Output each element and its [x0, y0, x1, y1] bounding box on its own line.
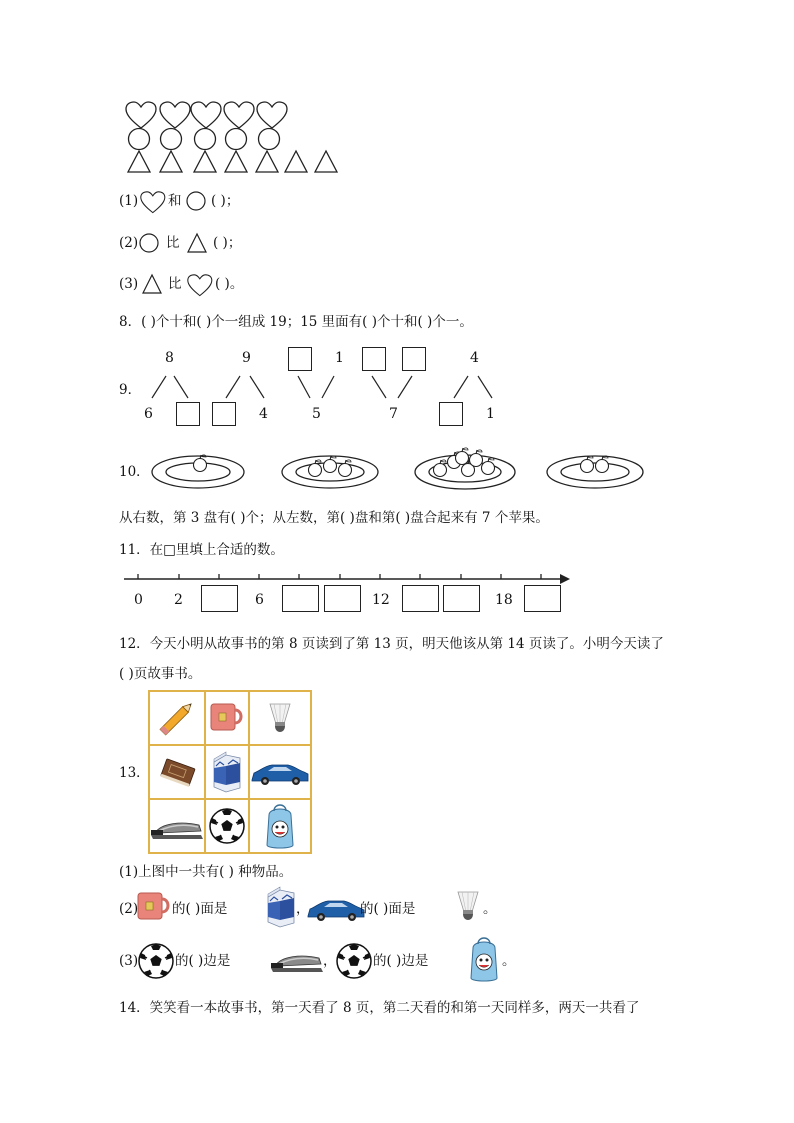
grid-cell: [249, 691, 311, 745]
apple-icon: [309, 460, 322, 477]
q-shapes-2-answer[interactable]: ( )；: [213, 235, 242, 251]
bond-4-top-blank[interactable]: [362, 347, 386, 371]
question-9-label: 9．: [119, 382, 142, 398]
bond-3-right: 1: [335, 350, 344, 366]
question-11-text: 11．在□里填上合适的数。: [119, 542, 284, 558]
q-shapes-3-prefix: (3): [119, 276, 139, 292]
mug-icon: [136, 890, 172, 924]
soccer-ball-icon: [136, 941, 176, 981]
question-10-text[interactable]: 从右数，第 3 盘有( )个；从左数，第( )盘和第( )盘合起来有 7 个苹果。: [119, 510, 549, 526]
bond-4-bottom: 7: [389, 406, 398, 422]
grid-cell: [249, 745, 311, 799]
bond-5-left-blank[interactable]: [439, 402, 463, 426]
circle-icon: [186, 190, 208, 212]
circle-icon: [161, 129, 182, 150]
number-line-label: 12: [372, 592, 390, 608]
hearts-row: [124, 100, 294, 130]
bond-5-right: 1: [486, 406, 495, 422]
question-12-line1: 12．今天小明从故事书的第 8 页读到了第 13 页，明天他该从第 14 页读了。小明今天读了: [119, 636, 664, 652]
stapler-icon: [270, 944, 324, 974]
pencil-icon: [155, 696, 199, 740]
question-13-part3-b: ，: [323, 953, 337, 969]
triangle-icon: [285, 151, 307, 172]
car-icon: [250, 758, 310, 786]
question-13-part2-a[interactable]: 的( )面是: [172, 901, 228, 917]
apple-icon: [324, 456, 337, 473]
grid-cell: [149, 745, 205, 799]
apple-icon: [456, 448, 469, 465]
bond-2-left-blank[interactable]: [212, 402, 236, 426]
question-13-part3-prefix: (3): [119, 953, 139, 969]
triangle-icon: [141, 273, 165, 295]
question-13-part2-b: ，: [296, 901, 310, 917]
bond-3-bottom: 5: [312, 406, 321, 422]
number-line-blank[interactable]: [524, 585, 561, 612]
number-line-label: 0: [134, 592, 143, 608]
stapler-icon: [150, 811, 204, 841]
triangle-icon: [225, 151, 247, 172]
bond-2-right: 4: [259, 406, 268, 422]
shuttlecock-icon: [264, 702, 296, 734]
question-13-part2-end: 。: [483, 901, 497, 917]
bond-3-top-blank[interactable]: [288, 347, 312, 371]
q-shapes-1-answer[interactable]: ( )；: [211, 193, 240, 209]
grid-cell: [149, 799, 205, 853]
question-13-label: 13．: [119, 765, 150, 781]
book-icon: [157, 757, 197, 787]
grid-cell: [149, 691, 205, 745]
number-line-blank[interactable]: [402, 585, 439, 612]
question-14-text: 14．笑笑看一本故事书，第一天看了 8 页，第二天看的和第一天同样多，两天一共看了: [119, 1000, 640, 1016]
car-icon: [306, 894, 366, 922]
heart-icon: [126, 102, 156, 128]
question-13-part1[interactable]: (1)上图中一共有( ) 种物品。: [119, 864, 293, 880]
shuttlecock-icon: [452, 890, 484, 922]
mug-icon: [209, 701, 245, 735]
soccer-ball-icon: [207, 806, 247, 846]
triangle-icon: [194, 151, 216, 172]
q-shapes-1-prefix: (1): [119, 193, 139, 209]
bond-2-top: 9: [242, 350, 251, 366]
apple-icon: [581, 456, 594, 473]
triangle-icon: [160, 151, 182, 172]
bond-4-right-blank[interactable]: [402, 347, 426, 371]
bond-1-top: 8: [165, 350, 174, 366]
triangle-icon: [128, 151, 150, 172]
bond-5-top: 4: [470, 350, 479, 366]
circle-icon: [259, 129, 280, 150]
question-13-part3-c[interactable]: 的( )边是: [373, 953, 429, 969]
heart-icon: [187, 274, 213, 296]
number-line-label: 2: [174, 592, 183, 608]
question-10-label: 10．: [119, 464, 150, 480]
apple-icon: [482, 458, 495, 475]
question-13-part3-a[interactable]: 的( )边是: [175, 953, 231, 969]
grid-cell: [249, 799, 311, 853]
q-shapes-2-mid: 比: [166, 235, 180, 251]
grid-cell: [205, 745, 249, 799]
question-12-line2[interactable]: ( )页故事书。: [119, 666, 202, 682]
number-line-blank[interactable]: [443, 585, 480, 612]
number-line-label: 6: [255, 592, 264, 608]
heart-icon: [224, 102, 254, 128]
question-13-part3-end: 。: [502, 953, 516, 969]
milk-carton-icon: [266, 886, 296, 928]
q-shapes-3-answer[interactable]: ( )。: [215, 276, 244, 292]
bond-1-right-blank[interactable]: [176, 402, 200, 426]
heart-icon: [257, 102, 287, 128]
bond-1-left: 6: [144, 406, 153, 422]
backpack-icon: [264, 803, 296, 849]
objects-grid: [148, 690, 312, 854]
apple-plates: [150, 448, 650, 494]
number-line-blank[interactable]: [282, 585, 319, 612]
question-13-part2-prefix: (2): [119, 901, 139, 917]
triangle-icon: [186, 232, 210, 254]
apple-icon: [596, 456, 609, 473]
circle-icon: [139, 232, 161, 254]
number-line-blank[interactable]: [324, 585, 361, 612]
triangle-icon: [256, 151, 278, 172]
grid-cell: [205, 691, 249, 745]
apple-icon: [194, 455, 207, 472]
apple-icon: [470, 450, 483, 467]
question-8[interactable]: 8．( )个十和( )个一组成 19；15 里面有( )个十和( )个一。: [119, 314, 473, 330]
triangles-row: [124, 150, 344, 176]
circle-icon: [129, 129, 150, 150]
number-bonds-lines: [140, 370, 500, 406]
circle-icon: [195, 129, 216, 150]
number-line-blank[interactable]: [201, 585, 238, 612]
q-shapes-1-mid: 和: [168, 193, 182, 209]
triangle-icon: [315, 151, 337, 172]
q-shapes-3-mid: 比: [168, 276, 182, 292]
heart-icon: [140, 191, 166, 213]
number-line-label: 18: [495, 592, 513, 608]
apple-icon: [434, 460, 447, 477]
apple-icon: [339, 460, 352, 477]
soccer-ball-icon: [334, 941, 374, 981]
heart-icon: [160, 102, 190, 128]
circle-icon: [226, 129, 247, 150]
backpack-icon: [468, 936, 500, 982]
question-13-part2-c[interactable]: 的( )面是: [360, 901, 416, 917]
q-shapes-2-prefix: (2): [119, 235, 139, 251]
heart-icon: [191, 102, 221, 128]
grid-cell: [205, 799, 249, 853]
milk-carton-icon: [212, 751, 242, 793]
